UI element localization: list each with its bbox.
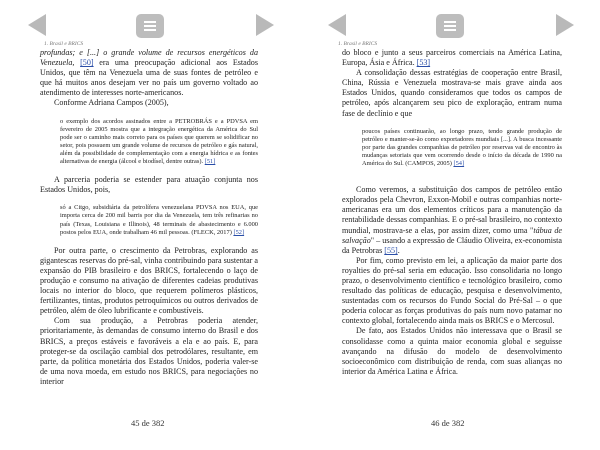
arrow-left-icon[interactable] [28, 14, 46, 36]
footnote-link[interactable]: [51] [204, 158, 216, 166]
left-page-toolbar [0, 8, 300, 38]
block-quote [362, 128, 562, 168]
paragraph: Conforme Adriana Campos (2005), [54, 98, 169, 108]
left-page-text [40, 48, 258, 387]
block-quote [60, 118, 258, 167]
menu-list-icon[interactable] [436, 14, 464, 38]
arrow-left-icon[interactable] [328, 14, 346, 36]
paragraph-text: Como veremos, a substituição dos campos de petróleo então explorados pela Chevron, Exxon-Mobil e outras companhias norte-americanas era um dos elementos críticos para a manutenção da rentabilidade dessas companhias. E o pré-sal brasileiro, no contexto mundial, mostrava-se a elas, por assim dizer, como uma " [342, 185, 562, 235]
paragraph [342, 48, 562, 68]
arrow-right-icon[interactable] [256, 14, 274, 36]
block-quote [60, 204, 258, 236]
paragraph-text: do bloco e junto a seus parceiros comerciais na América Latina, Europa, Ásia e África. [342, 48, 562, 68]
right-page-text [342, 48, 562, 377]
arrow-right-icon[interactable] [556, 14, 574, 36]
paragraph: Por outra parte, o crescimento da Petrobras, explorando as gigantescas reservas do pré-sal, vinha contribuindo para sustentar a expansão do PIB brasileiro e dos BRICS, fortalecendo o laço de produção e consumo na ativação de diferentes cadeias produtivas locais no interior do bloco, que requerem polímeros plásticos, fertilizantes, tintas, produtos petroquímicos ou outros derivados de petróleo, além de óleo lubrificante e combustíveis. [40, 245, 258, 316]
paragraph: profundas; e [...] o grande volume de recursos energéticos da Venezuela, [50] era uma preocupação adicional aos Estados Unidos, que têm na Venezuela uma de suas fontes de petróleo e que há muitos anos desejam ver no país um governo voltado ao atendimento de interesses norte-americanos. [40, 48, 259, 98]
paragraph-text: era uma preocupação adicional aos Estados Unidos, que têm na Venezuela uma de suas fontes de petróleo e que há muitos anos desejam ver no país um governo voltado ao atendimento de interesses norte-americanos. [40, 58, 259, 98]
footnote-link[interactable]: [50] [80, 58, 94, 68]
running-header: 1. Brasil e BRICS [338, 41, 378, 47]
footnote-link[interactable]: [54] [453, 160, 465, 168]
paragraph: Por fim, como previsto em lei, a aplicação da maior parte dos royalties do pré-sal seria em educação. Isso consolidaria no longo prazo, o desenvolvimento científico e tecnológico brasileiro, como resultado das políticas de educação, pesquisa e desenvolvimento, sustentadas com os recursos do Fundo Social do Pré-Sal – o que poderia colocar as forças produtivas do país num novo patamar no contexto global, fortalecendo ainda mais os BRICS e o Mercosul. [342, 255, 562, 326]
paragraph: A consolidação dessas estratégias de cooperação entre Brasil, China, Rússia e Venezuela mostrava-se mais grave ainda aos Estados Unidos, quando consideramos que todos os campos de petróleo, após alcançarem seu pico de exploração, entram numa fase de declínio e que [342, 68, 562, 118]
footnote-link[interactable]: [52] [233, 228, 245, 236]
page-number: 46 de 382 [431, 418, 465, 428]
footnote-link[interactable]: [55] [384, 245, 398, 255]
running-header: 1. Brasil e BRICS [44, 41, 84, 47]
right-page-toolbar [300, 8, 600, 38]
emphasis-text: profundas; e [...] o grande volume de recursos energéticos da Venezuela [40, 48, 258, 68]
quote-text: só a Citgo, subsidiária da petrolífera venezuelana PDVSA nos EUA, que importa cerca de 200 mil barris por dia da Venezuela, tem três refinarias no país (Texas, Louisiana e Illinois), 48 terminais de abastecimento e 6.000 postos pelos EUA, onde trabalham 46 mil pessoas. (FLECK, 2017) [60, 204, 258, 236]
paragraph-text: " – usando a expressão de Cláudio Oliveira, ex-economista da Petrobras [342, 235, 562, 255]
emphasis-text: tábua de salvação [342, 225, 562, 245]
right-page [300, 0, 600, 450]
footnote-link[interactable]: [53] [416, 58, 431, 68]
menu-list-icon[interactable] [136, 14, 164, 38]
paragraph: Como veremos, a substituição dos campos de petróleo então explorados pela Chevron, Exxon-Mobil e outras companhias norte-americanas era um dos elementos críticos para a manutenção da rentabilidade dessas companhias. E o pré-sal brasileiro, no contexto mundial, mostrava-se a elas, por assim dizer, como uma "tábua de salvação" – usando a expressão de Cláudio Oliveira, ex-economista da Petrobras [55]. [342, 185, 562, 255]
paragraph: De fato, aos Estados Unidos não interessava que o Brasil se consolidasse como a quinta maior economia global e seguisse avançando na difusão do modelo de desenvolvimento socioeconômico com distribuição de renda, com suas alianças no interior da América Latina e África. [342, 326, 562, 376]
spacer [342, 177, 562, 185]
paragraph: Com sua produção, a Petrobras poderia atender, prioritariamente, às demandas de consumo interno do Brasil e dos BRICS, a preços estáveis e favoráveis a ela e ao país. E, para proteger-se da oscilação cambial dos petrodólares, resultante, em parte, da política monetária dos Estados Unidos, poderia valer-se de uma nova moeda, em estudo nos BRICS, para negociações no interior [40, 316, 258, 386]
quote-text: poucos países continuarão, ao longo prazo, tendo grande produção de petróleo e manter-se-ão como exportadores mundiais [...]. A busca incessante por parte das grandes companhias de petróleo por reservas vai de encontro às mudanças setoriais que vem ocorrendo desde o início da década de 1990 na América do Sul. (CAMPOS, 2005) [362, 127, 562, 168]
page-number: 45 de 382 [131, 418, 165, 428]
paragraph: A parceria poderia se estender para atuação conjunta nos Estados Unidos, pois, [40, 175, 258, 195]
quote-text: o exemplo dos acordos assinados entre a PETROBRÁS e a PDVSA em fevereiro de 2005 mostra que a integração energética da América do Sul pode ser o caminho mais correto para os países que querem se solidificar no setor, pois possuem um grande volume de recursos de petróleo e gás natural, além da possibilidade de complementação com a energia hídrica e as fontes alternativas de energia (álcool e biodísel, dentre outras). [60, 117, 258, 166]
